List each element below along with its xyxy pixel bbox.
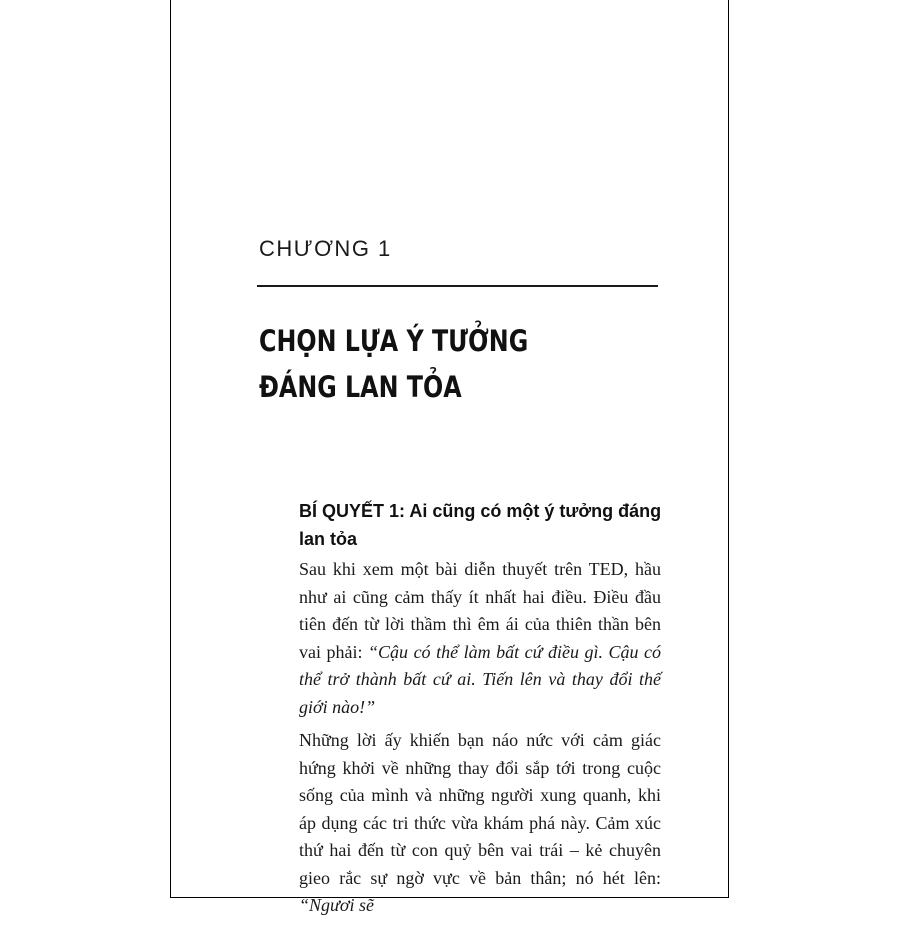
- book-page: [170, 0, 729, 915]
- paragraph-1: [299, 556, 661, 721]
- chapter-label: CHƯƠNG 1: [259, 236, 392, 261]
- paragraph-2-text: Những lời ấy khiến bạn náo nức với cảm giác hứng khởi về những thay đổi sắp tới trong cuộc sống của mình và những người xung quanh, khi áp dụng các tri thức vừa khám phá này. Cảm xúc thứ hai đến từ con quỷ bên vai trái – kẻ chuyên gieo rắc sự ngờ vực về bản thân; nó hét lên:: [299, 730, 661, 888]
- chapter-title-line-1: CHỌN LỰA Ý TƯỞNG: [259, 324, 529, 358]
- chapter-title-line-2: ĐÁNG LAN TỎA: [259, 370, 462, 404]
- paragraph-2-quote: “Ngươi sẽ: [299, 895, 374, 915]
- section-heading: BÍ QUYẾT 1: Ai cũng có một ý tưởng đáng lan tỏa: [299, 501, 662, 549]
- chapter-divider: [257, 285, 658, 287]
- paragraph-1-quote: “Cậu có thể làm bất cứ điều gì. Cậu có thể trở thành bất cứ ai. Tiến lên và thay đổi thế giới nào!”: [299, 641, 662, 717]
- body-text: [299, 556, 661, 926]
- paragraph-1-text: Sau khi xem một bài diễn thuyết trên TED, hầu như ai cũng cảm thấy ít nhất hai điều. Điều đầu tiên đến từ lời thầm thì êm ái của thiên thần bên vai phải:: [299, 559, 661, 662]
- paragraph-2: [299, 727, 661, 920]
- chapter-title: [259, 318, 528, 410]
